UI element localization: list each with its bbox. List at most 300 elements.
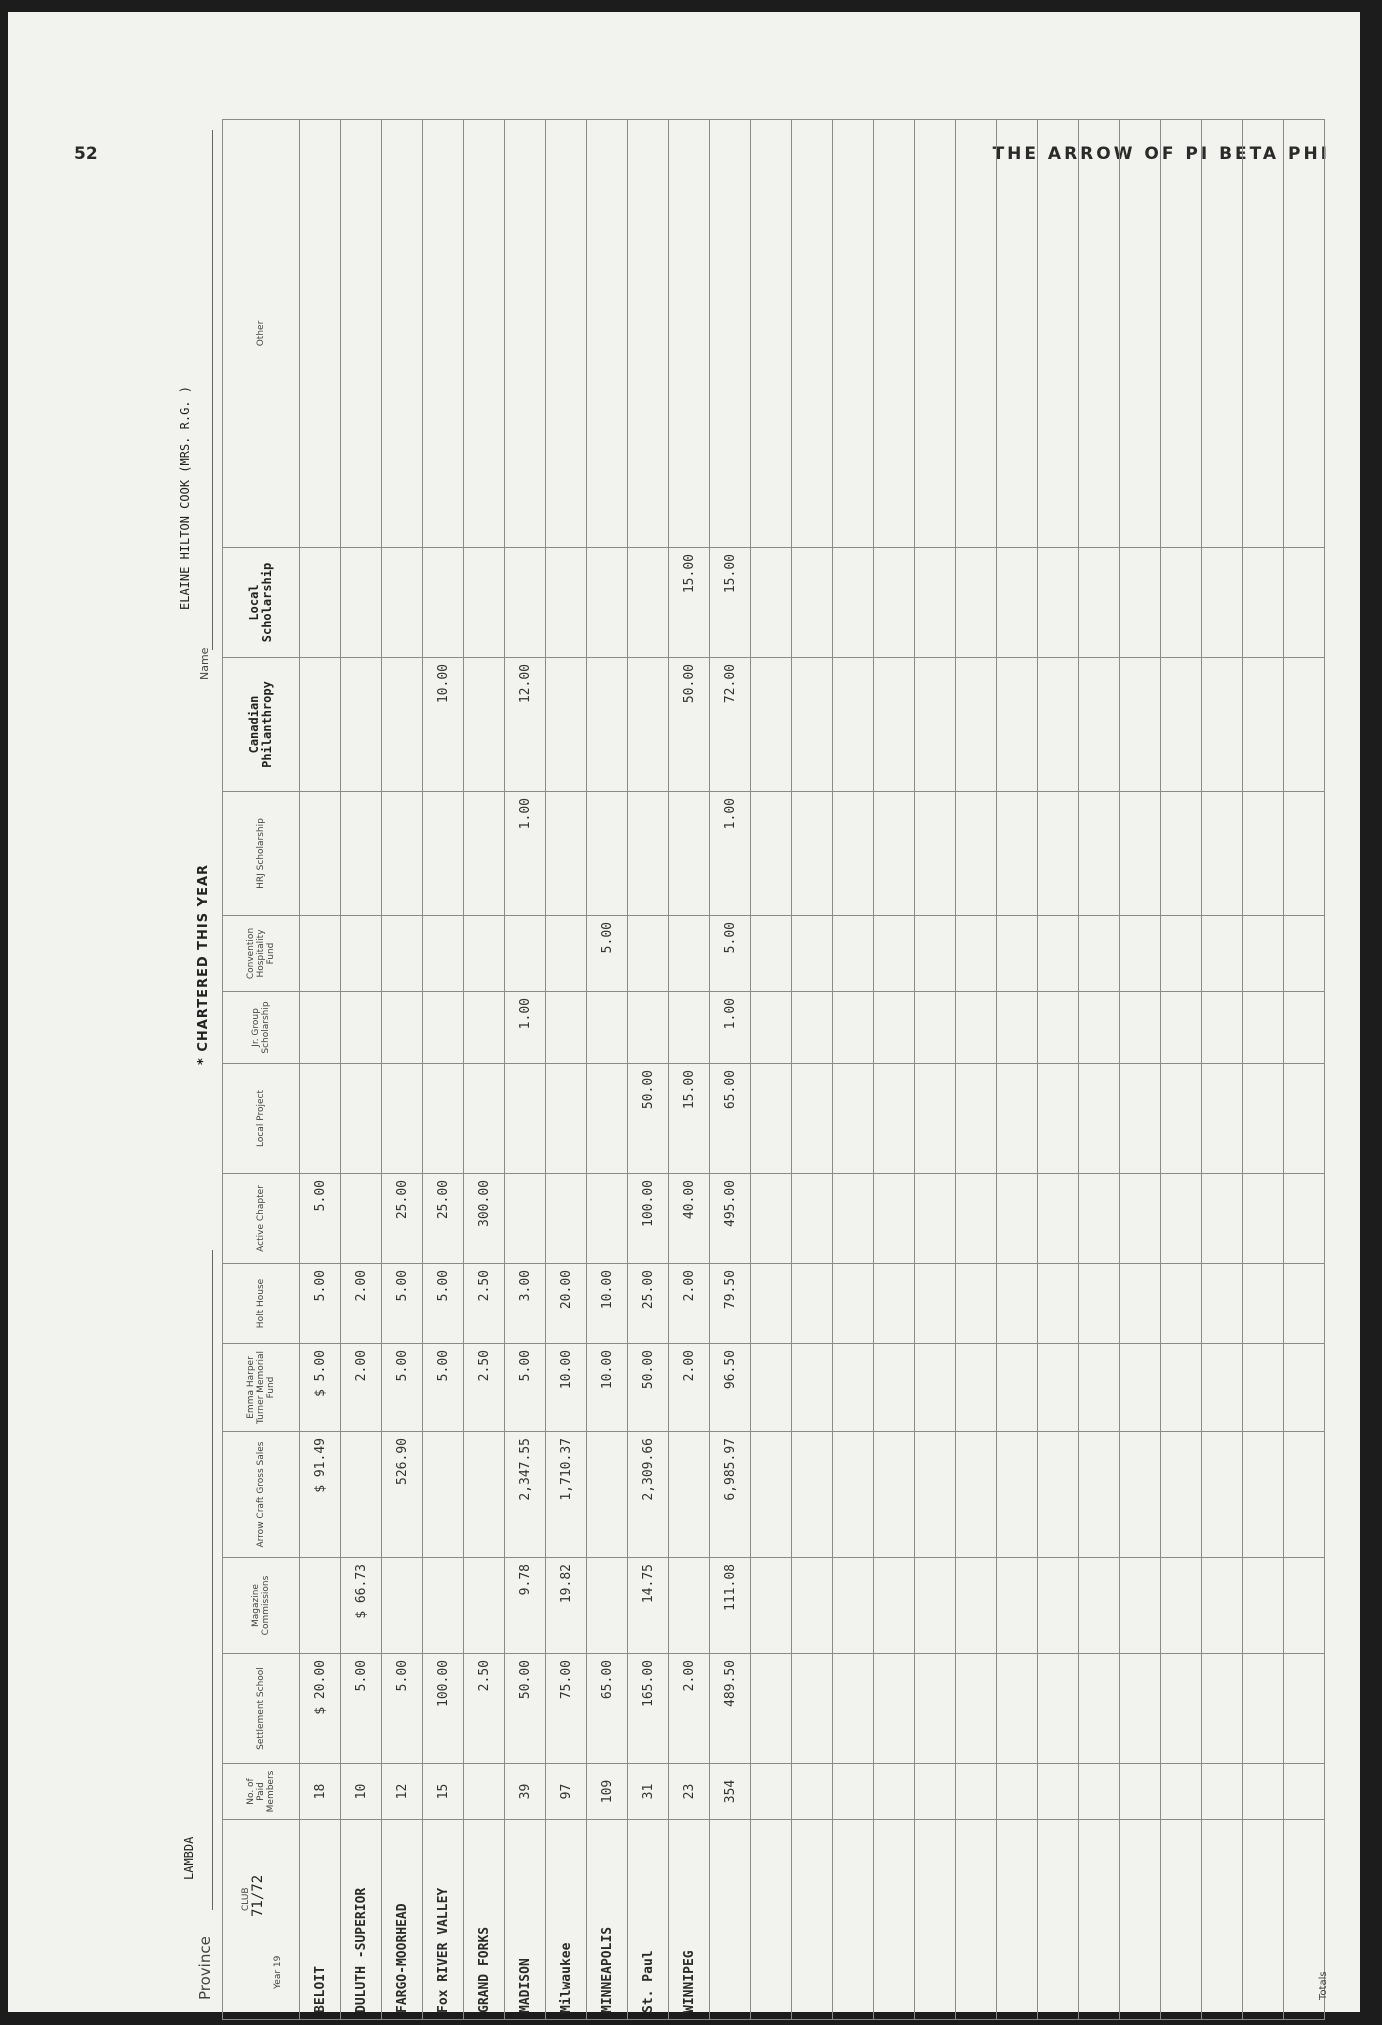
empty-cell (874, 1820, 915, 2020)
empty-cell (997, 992, 1038, 1064)
empty-row (833, 120, 874, 2020)
table-cell: 23 (669, 1764, 710, 1820)
subtotal-cell: 111.08 (710, 1558, 751, 1654)
table-cell (300, 916, 341, 992)
empty-cell (915, 1264, 956, 1344)
subtotal-cell: 1.00 (710, 992, 751, 1064)
empty-cell (874, 548, 915, 658)
empty-cell (792, 1264, 833, 1344)
empty-cell (751, 1264, 792, 1344)
subtotal-cell (710, 120, 751, 548)
empty-row (1079, 120, 1120, 2020)
club-name: DULUTH -SUPERIOR (341, 1820, 382, 2020)
table-cell (669, 120, 710, 548)
subtotal-cell: 72.00 (710, 658, 751, 792)
table-cell: 25.00 (382, 1174, 423, 1264)
empty-cell (1243, 1432, 1284, 1558)
empty-cell (1120, 1174, 1161, 1264)
empty-cell (1038, 992, 1079, 1064)
column-header: Holt House (223, 1264, 300, 1344)
empty-cell (915, 792, 956, 916)
table-cell: 25.00 (423, 1174, 464, 1264)
empty-cell (915, 1432, 956, 1558)
table-cell (546, 658, 587, 792)
empty-cell (997, 1764, 1038, 1820)
table-cell (587, 1432, 628, 1558)
empty-cell (874, 1174, 915, 1264)
empty-cell (1120, 1654, 1161, 1764)
table-cell (587, 1558, 628, 1654)
empty-cell (1038, 548, 1079, 658)
empty-cell (874, 1558, 915, 1654)
empty-cell (792, 1344, 833, 1432)
subtotal-cell: 5.00 (710, 916, 751, 992)
empty-cell (1161, 916, 1202, 992)
empty-cell (1202, 548, 1243, 658)
empty-cell (915, 1064, 956, 1174)
empty-cell (874, 120, 915, 548)
table-cell (669, 1432, 710, 1558)
empty-cell (915, 548, 956, 658)
table-cell: 2.00 (341, 1344, 382, 1432)
column-header: Convention Hospitality Fund (223, 916, 300, 992)
empty-cell (1120, 1432, 1161, 1558)
empty-cell (1079, 992, 1120, 1064)
table-cell (628, 992, 669, 1064)
club-name: FARGO-MOORHEAD (382, 1820, 423, 2020)
table-cell (464, 658, 505, 792)
table-cell (505, 1064, 546, 1174)
empty-cell (956, 1264, 997, 1344)
form-header (170, 120, 220, 2020)
table-cell: 109 (587, 1764, 628, 1820)
empty-cell (1161, 1432, 1202, 1558)
table-cell: 100.00 (423, 1654, 464, 1764)
empty-cell (1202, 1764, 1243, 1820)
table-cell: 15 (423, 1764, 464, 1820)
empty-cell (833, 1344, 874, 1432)
table-cell (505, 120, 546, 548)
empty-cell (1202, 992, 1243, 1064)
table-row (382, 120, 423, 2020)
table-cell: 5.00 (423, 1344, 464, 1432)
empty-cell (1161, 120, 1202, 548)
empty-cell (1161, 1558, 1202, 1654)
table-cell: 50.00 (628, 1064, 669, 1174)
table-cell (546, 1064, 587, 1174)
table-cell: 165.00 (628, 1654, 669, 1764)
empty-cell (997, 1432, 1038, 1558)
subtotal-cell: 354 (710, 1764, 751, 1820)
empty-cell (1202, 792, 1243, 916)
empty-cell (833, 1558, 874, 1654)
table-cell: 97 (546, 1764, 587, 1820)
empty-cell (956, 992, 997, 1064)
table-cell (300, 992, 341, 1064)
name-underline (212, 130, 213, 650)
empty-cell (956, 1558, 997, 1654)
table-cell (587, 548, 628, 658)
empty-cell (1284, 1764, 1325, 1820)
empty-cell (1161, 1820, 1202, 2020)
table-cell (341, 992, 382, 1064)
table-cell (300, 120, 341, 548)
empty-cell (833, 1264, 874, 1344)
table-cell: 20.00 (546, 1264, 587, 1344)
province-value: LAMBDA (182, 1836, 196, 1880)
table-row (300, 120, 341, 2020)
empty-cell (997, 1820, 1038, 2020)
empty-cell (1202, 1344, 1243, 1432)
club-column-header (223, 1820, 300, 2020)
table-cell: 5.00 (341, 1654, 382, 1764)
table-cell (382, 916, 423, 992)
table-cell (300, 792, 341, 916)
empty-cell (956, 658, 997, 792)
empty-cell (874, 1344, 915, 1432)
empty-cell (792, 1064, 833, 1174)
empty-cell (1284, 1558, 1325, 1654)
club-rows (300, 120, 1325, 2020)
empty-cell (1284, 1264, 1325, 1344)
table-cell: $ 91.49 (300, 1432, 341, 1558)
table-cell (382, 120, 423, 548)
empty-cell (1284, 1654, 1325, 1764)
table-cell (628, 120, 669, 548)
name-label: Name (198, 647, 211, 680)
empty-row (1284, 120, 1325, 2020)
empty-cell (1284, 1344, 1325, 1432)
empty-cell (833, 1764, 874, 1820)
subtotal-cell: 15.00 (710, 548, 751, 658)
table-cell: 526.90 (382, 1432, 423, 1558)
table-cell (628, 548, 669, 658)
table-cell: 1.00 (505, 792, 546, 916)
table-cell (423, 1558, 464, 1654)
empty-cell (1079, 1764, 1120, 1820)
table-cell (464, 1064, 505, 1174)
empty-cell (1202, 1820, 1243, 2020)
table-cell: 5.00 (382, 1654, 423, 1764)
table-cell (587, 792, 628, 916)
table-cell (464, 992, 505, 1064)
empty-cell (1120, 916, 1161, 992)
empty-cell (833, 1064, 874, 1174)
empty-cell (1038, 916, 1079, 992)
table-cell: 50.00 (505, 1654, 546, 1764)
table-cell (464, 120, 505, 548)
empty-cell (1202, 1432, 1243, 1558)
empty-cell (1079, 1558, 1120, 1654)
table-cell: 10.00 (587, 1264, 628, 1344)
empty-cell (997, 1558, 1038, 1654)
table-cell (423, 792, 464, 916)
club-name: WINNIPEG (669, 1820, 710, 2020)
empty-row (956, 120, 997, 2020)
table-cell: 10.00 (587, 1344, 628, 1432)
empty-cell (1243, 1558, 1284, 1654)
column-header: HRJ Scholarship (223, 792, 300, 916)
empty-cell (874, 658, 915, 792)
subtotal-cell: 1.00 (710, 792, 751, 916)
empty-cell (833, 548, 874, 658)
table-cell: 12.00 (505, 658, 546, 792)
table-cell (628, 792, 669, 916)
table-cell: 300.00 (464, 1174, 505, 1264)
table-cell (341, 792, 382, 916)
table-cell: 2,309.66 (628, 1432, 669, 1558)
empty-cell (1038, 792, 1079, 916)
table-cell: 1,710.37 (546, 1432, 587, 1558)
empty-cell (1120, 792, 1161, 916)
empty-cell (997, 1654, 1038, 1764)
table-cell (341, 120, 382, 548)
empty-cell (751, 792, 792, 916)
empty-cell (1038, 120, 1079, 548)
table-cell (341, 916, 382, 992)
table-cell (382, 1064, 423, 1174)
empty-cell (1079, 1064, 1120, 1174)
table-cell: 5.00 (382, 1264, 423, 1344)
table-cell: 10.00 (546, 1344, 587, 1432)
table-cell (464, 1558, 505, 1654)
empty-cell (915, 1174, 956, 1264)
table-cell: 2.00 (669, 1654, 710, 1764)
empty-row (874, 120, 915, 2020)
table-cell: 50.00 (628, 1344, 669, 1432)
empty-cell (1079, 1654, 1120, 1764)
table-row (423, 120, 464, 2020)
empty-cell (997, 1064, 1038, 1174)
empty-cell (1243, 658, 1284, 792)
empty-cell (956, 1344, 997, 1432)
table-cell: 39 (505, 1764, 546, 1820)
empty-cell (1243, 1264, 1284, 1344)
empty-cell (1079, 120, 1120, 548)
empty-cell (1079, 1820, 1120, 2020)
table-cell (546, 992, 587, 1064)
column-header: Local Project (223, 1064, 300, 1174)
table-cell: 10.00 (423, 658, 464, 792)
empty-cell (1120, 1064, 1161, 1174)
empty-cell (1284, 992, 1325, 1064)
table-cell (546, 1174, 587, 1264)
empty-cell (1120, 658, 1161, 792)
empty-cell (833, 1654, 874, 1764)
empty-cell (1161, 1064, 1202, 1174)
table-cell: 5.00 (382, 1344, 423, 1432)
table-cell: 15.00 (669, 1064, 710, 1174)
table-cell: 40.00 (669, 1174, 710, 1264)
empty-cell (956, 1174, 997, 1264)
column-header: Other (223, 120, 300, 548)
table-cell: 19.82 (546, 1558, 587, 1654)
empty-cell (874, 1654, 915, 1764)
table-cell: 10 (341, 1764, 382, 1820)
table-cell (300, 1558, 341, 1654)
table-cell: 5.00 (300, 1264, 341, 1344)
table-cell: 3.00 (505, 1264, 546, 1344)
empty-cell (956, 548, 997, 658)
empty-cell (792, 792, 833, 916)
empty-cell (1120, 1820, 1161, 2020)
table-cell: 2.00 (669, 1264, 710, 1344)
column-header: No. of Paid Members (223, 1764, 300, 1820)
empty-cell (1161, 1344, 1202, 1432)
table-cell (669, 916, 710, 992)
empty-cell (1243, 1064, 1284, 1174)
club-name: GRAND FORKS (464, 1820, 505, 2020)
column-header: Local Scholarship (223, 548, 300, 658)
chartered-note: * CHARTERED THIS YEAR (196, 863, 211, 1065)
table-cell: 50.00 (669, 658, 710, 792)
empty-cell (1161, 1764, 1202, 1820)
empty-cell (1038, 1764, 1079, 1820)
column-header: Active Chapter (223, 1174, 300, 1264)
table-cell: 2,347.55 (505, 1432, 546, 1558)
table-row (341, 120, 382, 2020)
table-row (669, 120, 710, 2020)
empty-cell (1202, 658, 1243, 792)
year-value: 71/72 (250, 1874, 266, 1917)
table-cell (669, 992, 710, 1064)
table-cell (464, 1764, 505, 1820)
table-cell (423, 1064, 464, 1174)
empty-cell (1243, 792, 1284, 916)
empty-cell (1284, 1064, 1325, 1174)
table-cell: 14.75 (628, 1558, 669, 1654)
subtotal-cell: 79.50 (710, 1264, 751, 1344)
empty-cell (833, 1432, 874, 1558)
empty-cell (751, 992, 792, 1064)
empty-cell (1120, 1558, 1161, 1654)
empty-cell (915, 1654, 956, 1764)
table-cell (423, 548, 464, 658)
empty-cell (751, 1174, 792, 1264)
empty-row (792, 120, 833, 2020)
club-name: BELOIT (300, 1820, 341, 2020)
empty-cell (1284, 120, 1325, 548)
empty-cell (956, 1432, 997, 1558)
empty-cell (997, 548, 1038, 658)
table-cell: 100.00 (628, 1174, 669, 1264)
table-cell: 2.00 (669, 1344, 710, 1432)
empty-cell (915, 1764, 956, 1820)
table-cell (341, 548, 382, 658)
table-cell (628, 916, 669, 992)
empty-cell (751, 1654, 792, 1764)
empty-cell (1202, 120, 1243, 548)
column-header: Canadian Philanthropy (223, 658, 300, 792)
empty-cell (1038, 1654, 1079, 1764)
empty-cell (997, 658, 1038, 792)
table-cell: 2.00 (341, 1264, 382, 1344)
table-cell: 75.00 (546, 1654, 587, 1764)
table-row (546, 120, 587, 2020)
subtotal-cell: 495.00 (710, 1174, 751, 1264)
empty-cell (1038, 1432, 1079, 1558)
empty-cell (1038, 1174, 1079, 1264)
empty-cell (1202, 916, 1243, 992)
empty-cell (1038, 658, 1079, 792)
header-row (223, 120, 300, 2020)
table-cell (341, 1432, 382, 1558)
empty-cell (1120, 120, 1161, 548)
table-row (464, 120, 505, 2020)
empty-cell (1202, 1264, 1243, 1344)
table-cell (669, 1558, 710, 1654)
table-cell: 1.00 (505, 992, 546, 1064)
empty-cell (1161, 1174, 1202, 1264)
empty-cell (1038, 1264, 1079, 1344)
table-cell (382, 548, 423, 658)
empty-row (1243, 120, 1284, 2020)
empty-cell (1079, 1344, 1120, 1432)
empty-cell (792, 658, 833, 792)
empty-cell (1161, 1654, 1202, 1764)
blank-cell (710, 1820, 751, 2020)
empty-cell (915, 658, 956, 792)
empty-cell (874, 1764, 915, 1820)
table-cell (546, 548, 587, 658)
table-cell: 31 (628, 1764, 669, 1820)
empty-cell (956, 1764, 997, 1820)
club-name: Milwaukee (546, 1820, 587, 2020)
empty-cell (751, 916, 792, 992)
empty-cell (956, 120, 997, 548)
table-cell: 2.50 (464, 1344, 505, 1432)
empty-cell (874, 1432, 915, 1558)
empty-cell (1120, 1764, 1161, 1820)
empty-cell (792, 1174, 833, 1264)
empty-cell (751, 1432, 792, 1558)
subtotal-row (710, 120, 751, 2020)
empty-cell (1079, 916, 1120, 992)
empty-cell (833, 916, 874, 992)
subtotal-cell: 96.50 (710, 1344, 751, 1432)
table-cell: $ 20.00 (300, 1654, 341, 1764)
empty-cell (1120, 1264, 1161, 1344)
empty-cell (792, 1432, 833, 1558)
empty-cell (956, 1820, 997, 2020)
empty-cell (1161, 992, 1202, 1064)
table-cell: $ 66.73 (341, 1558, 382, 1654)
empty-cell (751, 548, 792, 658)
page-number: 52 (74, 144, 98, 164)
column-header: Settlement School (223, 1654, 300, 1764)
empty-cell (915, 120, 956, 548)
empty-cell (833, 658, 874, 792)
empty-cell (874, 992, 915, 1064)
empty-cell (997, 1264, 1038, 1344)
table-cell: 5.00 (505, 1344, 546, 1432)
empty-cell (1243, 1654, 1284, 1764)
empty-cell (1079, 1174, 1120, 1264)
table-cell (423, 916, 464, 992)
province-underline (212, 1250, 213, 1910)
empty-cell (1161, 1264, 1202, 1344)
empty-cell (1202, 1558, 1243, 1654)
empty-cell (997, 120, 1038, 548)
empty-cell (833, 120, 874, 548)
empty-cell (751, 1064, 792, 1174)
empty-cell (1243, 1174, 1284, 1264)
empty-cell (751, 1558, 792, 1654)
totals-label: Totals (1318, 1971, 1329, 2000)
empty-cell (1038, 1344, 1079, 1432)
empty-cell (874, 916, 915, 992)
table-cell (546, 792, 587, 916)
